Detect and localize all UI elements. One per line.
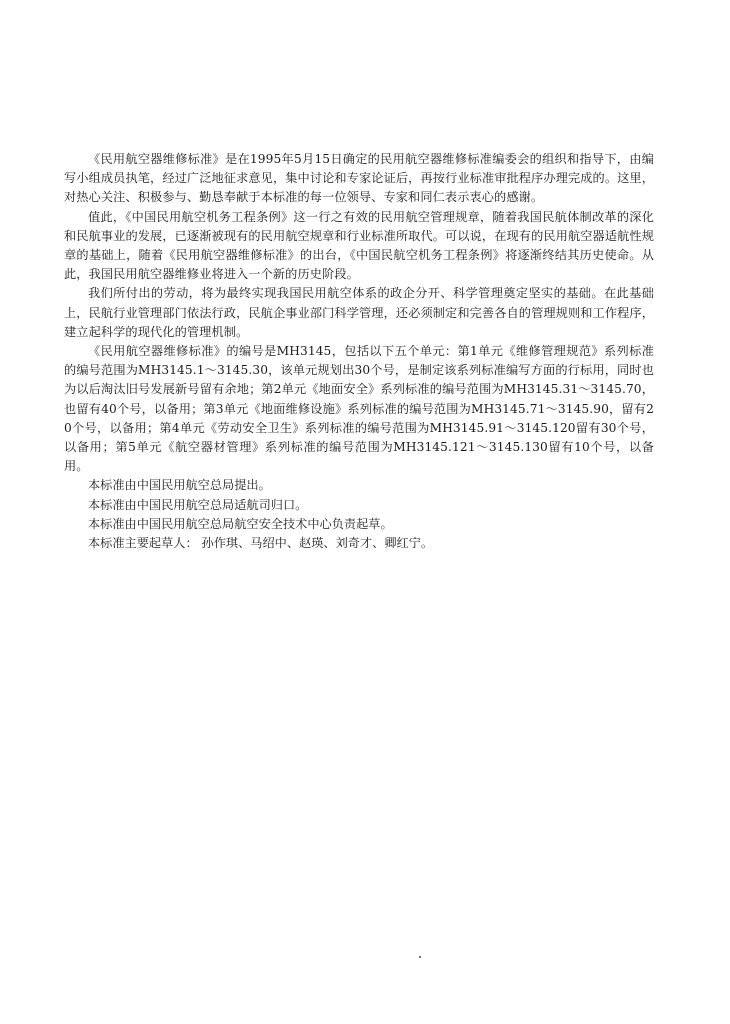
foreword-paragraph-3: 我们所付出的劳动，将为最终实现我国民用航空体系的政企分开、科学管理奠定坚实的基础。在此基础上，民航行业管理部门依法行政，民航企事业部门科学管理，还必须制定和完善各自的管理规则和工作程序，建立起科学的现代化的管理机制。 [64, 286, 654, 339]
foreword-body [64, 150, 654, 553]
foreword-paragraph-1: 《民用航空器维修标准》是在1995年5月15日确定的民用航空器维修标准编委会的组织和指导下，由编写小组成员执笔，经过广泛地征求意见，集中讨论和专家论证后，再按行业标准审批程序办理完成的。这里，对热心关注、积极参与、勤恳奉献于本标准的每一位领导、专家和同仁表示衷心的感谢。 [64, 152, 654, 205]
foreword-paragraph-4: 《民用航空器维修标准》的编号是MH3145，包括以下五个单元：第1单元《维修管理规范》系列标准的编号范围为MH3145.1～3145.30，该单元规划出30个号，是制定该系列标准编写方面的行标用，同时也为以后淘汰旧号发展新号留有余地；第2单元《地面安全》系列标准的编号范围为MH3145.31～3145.70，也留有40个号，以备用；第3单元《地面维修设施》系列标准的编号范围为MH3145.71～3145.90，留有20个号，以备用；第4单元《劳动安全卫生》系列标准的编号范围为MH3145.91～3145.120留有30个号，以备用；第5单元《航空器材管理》系列标准的编号范围为MH3145.121～3145.130留有10个号，以备用。 [64, 344, 654, 474]
scan-speck [419, 956, 421, 958]
credit-drafted-by: 本标准由中国民用航空总局航空安全技术中心负责起草。 [88, 516, 393, 531]
foreword-paragraph-2: 值此，《中国民用航空机务工程条例》这一行之有效的民用航空管理规章，随着我国民航体制改革的深化和民航事业的发展，已逐渐被现有的民用航空规章和行业标准所取代。可以说，在现有的民用航空器适航性规章的基础上，随着《民用航空器维修标准》的出台，《中国民航空机务工程条例》将逐渐终结其历史使命。从此，我国民用航空器维修业将进入一个新的历史阶段。 [64, 209, 654, 282]
credit-managed-by: 本标准由中国民用航空总局适航司归口。 [88, 497, 308, 512]
credit-proposed-by: 本标准由中国民用航空总局提出。 [88, 478, 271, 493]
credit-main-authors: 本标准主要起草人： 孙作琪、马绍中、赵瑛、刘奇才、卿红宁。 [88, 536, 434, 551]
